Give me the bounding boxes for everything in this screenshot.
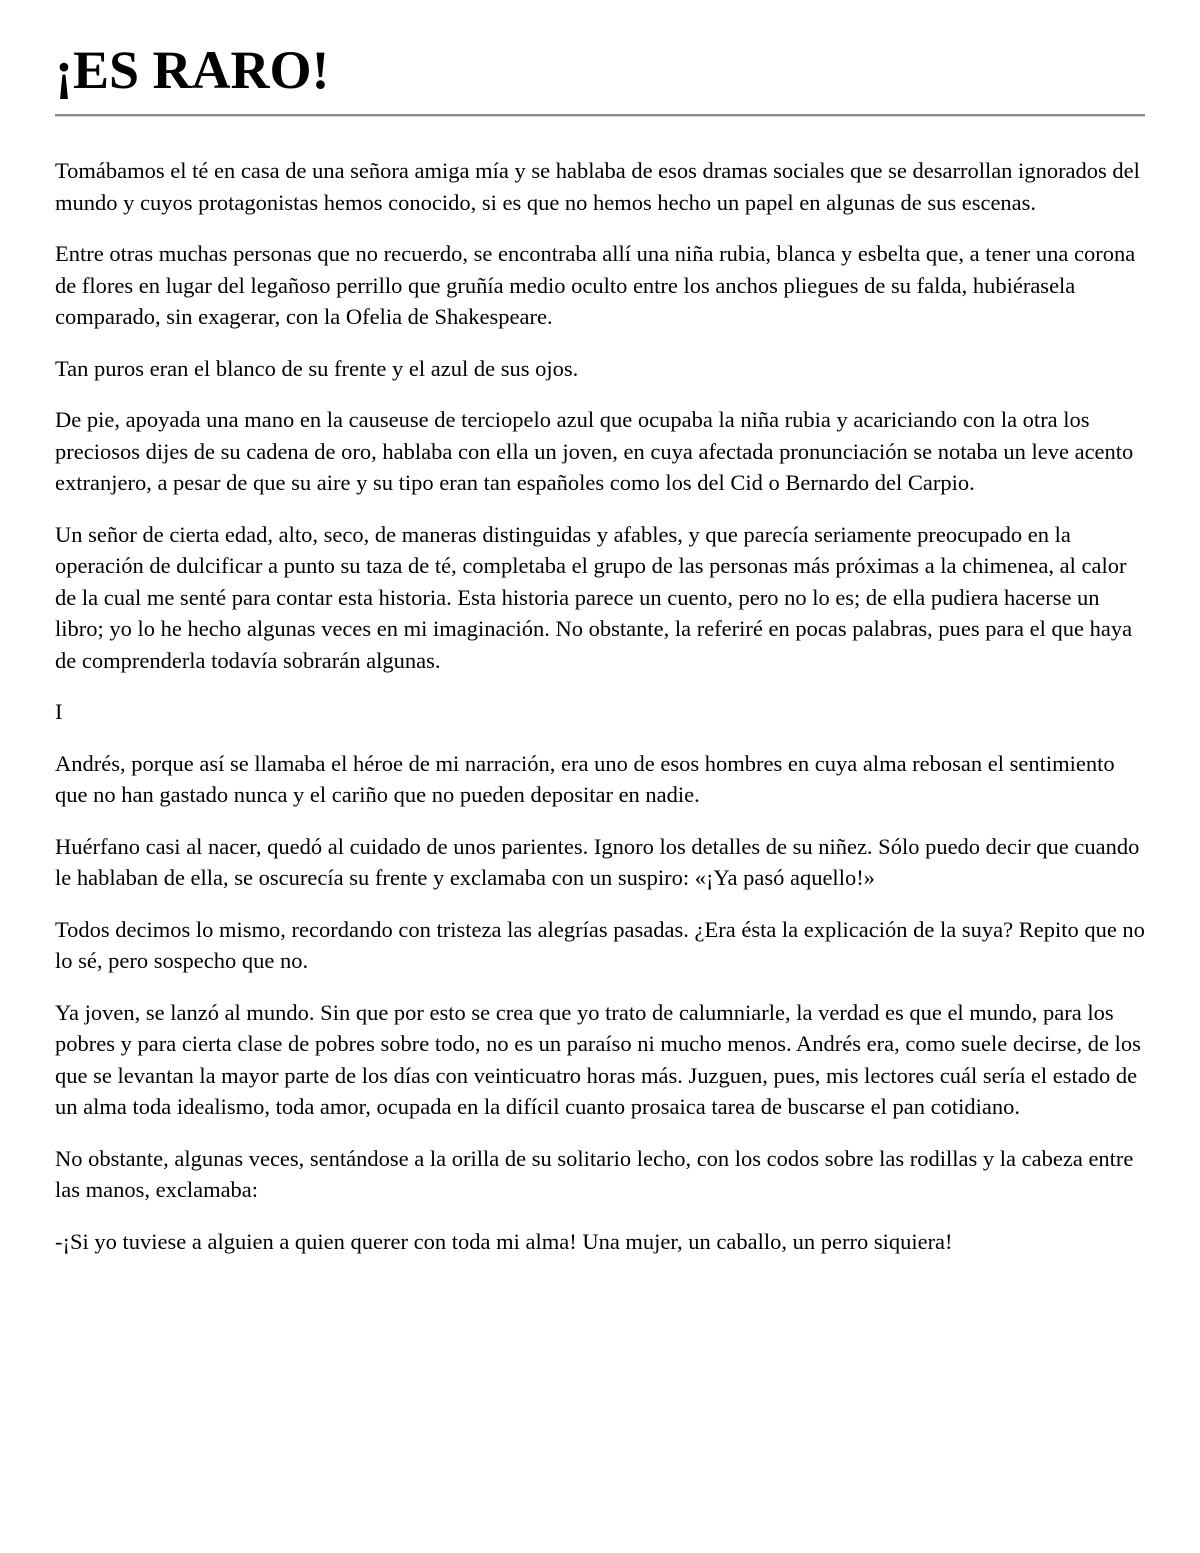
paragraph: Todos decimos lo mismo, recordando con tristeza las alegrías pasadas. ¿Era ésta la explicación de la suya? Repito que no lo sé, pero sospecho que no. <box>55 916 1145 973</box>
paragraph: No obstante, algunas veces, sentándose a la orilla de su solitario lecho, con los codos sobre las rodillas y la cabeza entre las manos, exclamaba: <box>55 1145 1134 1202</box>
paragraph: De pie, apoyada una mano en la causeuse de terciopelo azul que ocupaba la niña rubia y acariciando con la otra los preciosos dijes de su cadena de oro, hablaba con ella un joven, en cuya afectada pronunciación se notaba un leve acento extranjero, a pesar de que su aire y su tipo eran tan españoles como los del Cid o Bernardo del Carpio. <box>55 407 1134 495</box>
paragraph: Tan puros eran el blanco de su frente y el azul de sus ojos. <box>55 355 579 381</box>
chapter-heading: I <box>55 699 63 724</box>
paragraph: Huérfano casi al nacer, quedó al cuidado de unos parientes. Ignoro los detalles de su niñez. Sólo puedo decir que cuando le hablaban de ella, se oscurecía su frente y exclamaba con un suspiro: «¡Ya pasó aquello!» <box>55 833 1140 890</box>
paragraph: Un señor de cierta edad, alto, seco, de maneras distinguidas y afables, y que parecía seriamente preocupado en la operación de dulcificar a punto su taza de té, completaba el grupo de las personas más próximas a la chimenea, al calor de la cual me senté para contar esta historia. Esta historia parece un cuento, pero no lo es; de ella pudiera hacerse un libro; yo lo he hecho algunas veces en mi imaginación. No obstante, la referiré en pocas palabras, pues para el que haya de comprenderla todavía sobrarán algunas. <box>55 521 1133 673</box>
paragraph: Tomábamos el té en casa de una señora amiga mía y se hablaba de esos dramas sociales que se desarrollan ignorados del mundo y cuyos protagonistas hemos conocido, si es que no hemos hecho un papel en algunas de sus escenas. <box>55 158 1140 215</box>
paragraph: -¡Si yo tuviese a alguien a quien querer con toda mi alma! Una mujer, un caballo, un perro siquiera! <box>55 1228 953 1254</box>
paragraph: Ya joven, se lanzó al mundo. Sin que por esto se crea que yo trato de calumniarle, la verdad es que el mundo, para los pobres y para cierta clase de pobres sobre todo, no es un paraíso ni mucho menos. Andrés era, como suele decirse, de los que se levantan la mayor parte de los días con veinticuatro horas más. Juzguen, pues, mis lectores cuál sería el estado de un alma toda idealismo, toda amor, ocupada en la difícil cuanto prosaica tarea de buscarse el pan cotidiano. <box>55 999 1141 1119</box>
document-title: ¡ES RARO! <box>55 40 330 100</box>
paragraph: Andrés, porque así se llamaba el héroe de mi narración, era uno de esos hombres en cuya alma rebosan el sentimiento que no han gastado nunca y el cariño que no pueden depositar en nadie. <box>55 750 1115 807</box>
title-divider <box>55 114 1145 117</box>
document-page <box>55 38 1145 1277</box>
paragraph: Entre otras muchas personas que no recuerdo, se encontraba allí una niña rubia, blanca y esbelta que, a tener una corona de flores en lugar del legañoso perrillo que gruñía medio oculto entre los anchos pliegues de su falda, hubiérasela comparado, sin exagerar, con la Ofelia de Shakespeare. <box>55 241 1136 329</box>
